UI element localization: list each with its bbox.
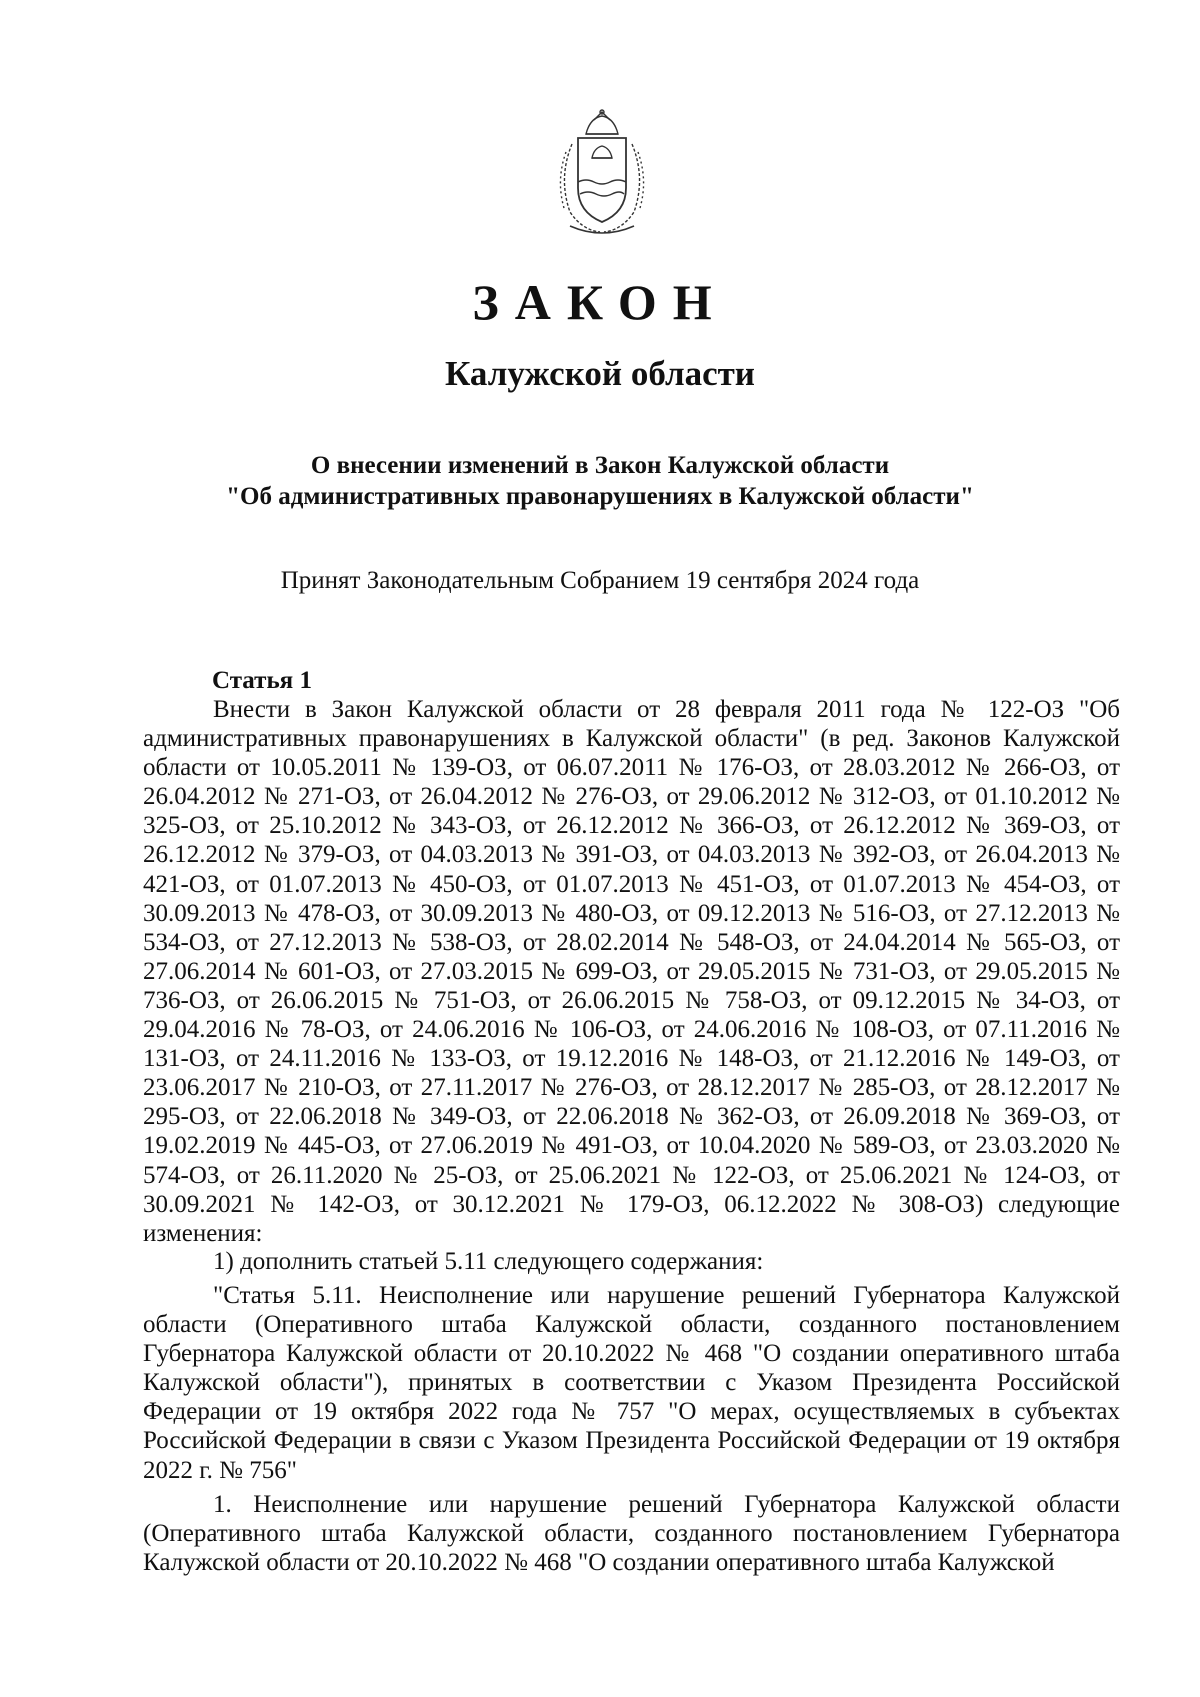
quoted-point-1: 1. Неисполнение или нарушение решений Губернатора Калужской области (Оперативного штаба Калужской области, созданного постановлением Губернатора Калужской области от 20.10.2022 № 468 "О создании оперативного штаба Калужской: [143, 1491, 1120, 1577]
law-heading-line-1: О внесении изменений в Закон Калужской области: [310, 452, 890, 479]
document-subtitle: Калужской области: [445, 354, 755, 393]
quoted-point: [143, 1490, 1120, 1577]
article-paragraph: Внести в Закон Калужской области от 28 февраля 2011 года № 122-ОЗ "Об административных правонарушениях в Калужской области" (в ред. Законов Калужской области от 10.05.2011 № 139-ОЗ, от 06.07.2011 № 176-ОЗ, от 28.03.2012 № 266-ОЗ, от 26.04.2012 № 271-ОЗ, от 26.04.2012 № 276-ОЗ, от 29.06.2012 № 312-ОЗ, от 01.10.2012 № 325-ОЗ, от 25.10.2012 № 343-ОЗ, от 26.12.2012 № 366-ОЗ, от 26.12.2012 № 369-ОЗ, от 26.12.2012 № 379-ОЗ, от 04.03.2013 № 391-ОЗ, от 04.03.2013 № 392-ОЗ, от 26.04.2013 № 421-ОЗ, от 01.07.2013 № 450-ОЗ, от 01.07.2013 № 451-ОЗ, от 01.07.2013 № 454-ОЗ, от 30.09.2013 № 478-ОЗ, от 30.09.2013 № 480-ОЗ, от 09.12.2013 № 516-ОЗ, от 27.12.2013 № 534-ОЗ, от 27.12.2013 № 538-ОЗ, от 28.02.2014 № 548-ОЗ, от 24.04.2014 № 565-ОЗ, от 27.06.2014 № 601-ОЗ, от 27.03.2015 № 699-ОЗ, от 29.05.2015 № 731-ОЗ, от 29.05.2015 № 736-ОЗ, от 26.06.2015 № 751-ОЗ, от 26.06.2015 № 758-ОЗ, от 09.12.2015 № 34-ОЗ, от 29.04.2016 № 78-ОЗ, от 24.06.2016 № 106-ОЗ, от 24.06.2016 № 108-ОЗ, от 07.11.2016 № 131-ОЗ, от 24.11.2016 № 133-ОЗ, от 19.12.2016 № 148-ОЗ, от 21.12.2016 № 149-ОЗ, от 23.06.2017 № 210-ОЗ, от 27.11.2017 № 276-ОЗ, от 28.12.2017 № 285-ОЗ, от 28.12.2017 № 295-ОЗ, от 22.06.2018 № 349-ОЗ, от 22.06.2018 № 362-ОЗ, от 26.09.2018 № 369-ОЗ, от 19.02.2019 № 445-ОЗ, от 27.06.2019 № 491-ОЗ, от 10.04.2020 № 589-ОЗ, от 23.03.2020 № 574-ОЗ, от 26.11.2020 № 25-ОЗ, от 25.06.2021 № 122-ОЗ, от 25.06.2021 № 124-ОЗ, от 30.09.2021 № 142-ОЗ, от 30.12.2021 № 179-ОЗ, 06.12.2022 № 308-ОЗ) следующие изменения:: [143, 696, 1120, 1247]
amendment-item: [143, 1247, 1120, 1276]
article-body: [143, 695, 1120, 1248]
law-heading-line-2: "Об административных правонарушениях в Калужской области": [226, 483, 974, 510]
coat-of-arms-emblem: [548, 108, 656, 240]
article-title: Статья 1: [212, 667, 312, 694]
document-title: ЗАКОН: [472, 274, 728, 330]
quoted-article-title: "Статья 5.11. Неисполнение или нарушение решений Губернатора Калужской области (Оперативного штаба Калужской области, созданного постановлением Губернатора Калужской области от 20.10.2022 № 468 "О создании оперативного штаба Калужской области"), принятых в соответствии с Указом Президента Российской Федерации от 19 октября 2022 года № 757 "О мерах, осуществляемых в субъектах Российской Федерации в связи с Указом Президента Российской Федерации от 19 октября 2022 г. № 756": [143, 1282, 1120, 1484]
quoted-article: [143, 1281, 1120, 1485]
amendment-item-1: 1) дополнить статьей 5.11 следующего содержания:: [213, 1248, 764, 1275]
adoption-statement: Принят Законодательным Собранием 19 сентября 2024 года: [280, 567, 920, 594]
